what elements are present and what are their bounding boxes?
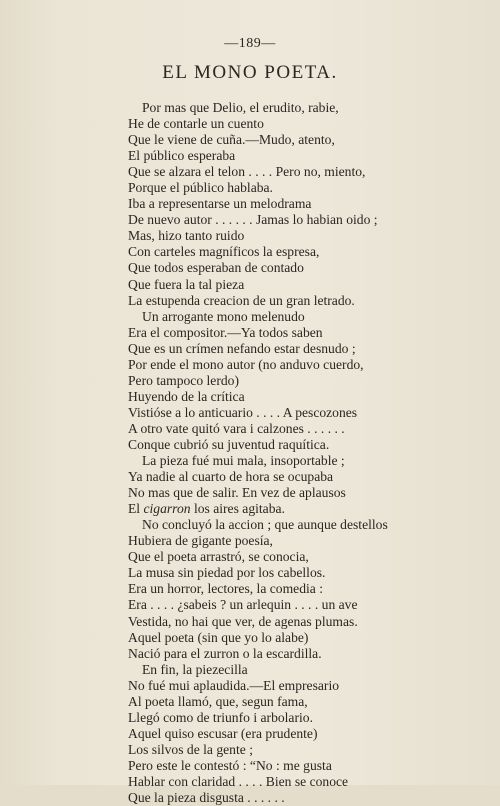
poem-line: Porque el público hablaba. xyxy=(128,180,273,196)
poem-body xyxy=(128,100,488,806)
poem-title: EL MONO POETA. xyxy=(162,62,338,83)
poem-line: A otro vate quitó vara i calzones . . . . . . xyxy=(128,420,345,436)
poem-line: Hubiera de gigante poesía, xyxy=(128,533,273,549)
poem-line: Que se alzara el telon . . . . Pero no, miento, xyxy=(128,164,366,180)
poem-line: Que fuera la tal pieza xyxy=(128,276,245,292)
poem-line: Ya nadie al cuarto de hora se ocupaba xyxy=(128,469,334,485)
poem-line: Que le viene de cuña.—Mudo, atento, xyxy=(128,132,335,148)
poem-line: Por mas que Delio, el erudito, rabie, xyxy=(142,100,339,115)
poem-line: Que el poeta arrastró, se conocia, xyxy=(128,549,309,565)
poem-line: Por ende el mono autor (no anduvo cuerdo, xyxy=(128,356,364,372)
poem-line: Al poeta llamó, que, segun fama, xyxy=(128,693,308,709)
poem-line: Mas, hizo tanto ruido xyxy=(128,228,245,244)
poem-line: No concluyó la accion ; que aunque destellos xyxy=(142,517,388,533)
poem-line: La estupenda creacion de un gran letrado. xyxy=(128,292,355,308)
poem-line: Vistióse a lo anticuario . . . . A pescozones xyxy=(128,404,358,420)
poem-line: Huyendo de la crítica xyxy=(128,388,245,404)
poem-line: Llegó como de triunfo i arbolario. xyxy=(128,709,313,725)
poem-line: Que es un crímen nefando estar desnudo ; xyxy=(128,340,356,356)
poem-line: De nuevo autor . . . . . . Jamas lo habian oido ; xyxy=(128,212,378,228)
poem-line: Que la pieza disgusta . . . . . . xyxy=(128,790,285,806)
poem-line: Los silvos de la gente ; xyxy=(128,741,253,757)
poem-line: Hablar con claridad . . . . Bien se conoce xyxy=(128,773,349,789)
poem-line: El cigarron los aires agitaba. xyxy=(128,501,285,517)
poem-line: La musa sin piedad por los cabellos. xyxy=(128,565,326,581)
poem-line: Aquel quiso escusar (era prudente) xyxy=(128,725,318,741)
poem-line: La pieza fué mui mala, insoportable ; xyxy=(142,453,345,469)
poem-line: Aquel poeta (sin que yo lo alabe) xyxy=(128,629,309,645)
poem-line: En fin, la piezecilla xyxy=(142,661,248,677)
poem-line: No fué mui aplaudida.—El empresario xyxy=(128,677,340,693)
poem-line: Que todos esperaban de contado xyxy=(128,260,304,276)
poem-line: Nació para el zurron o la escardilla. xyxy=(128,645,322,661)
poem-line: El público esperaba xyxy=(128,148,236,164)
poem-line: Vestida, no hai que ver, de agenas plumas. xyxy=(128,613,358,629)
poem-line: Un arrogante mono melenudo xyxy=(142,308,305,324)
poem-line: Era un horror, lectores, la comedia : xyxy=(128,581,323,597)
poem-line: Iba a representarse un melodrama xyxy=(128,196,312,212)
page-number: —189— xyxy=(224,36,276,51)
poem-line: No mas que de salir. En vez de aplausos xyxy=(128,485,346,501)
poem-line: Con carteles magníficos la espresa, xyxy=(128,244,320,260)
poem-line: Conque cubrió su juventud raquítica. xyxy=(128,436,330,452)
poem-line: Pero este le contestó : “No : me gusta xyxy=(128,757,332,773)
poem-line: Era . . . . ¿sabeis ? un arlequin . . . . un ave xyxy=(128,597,358,613)
poem-line: He de contarle un cuento xyxy=(128,116,264,132)
poem-line: Era el compositor.—Ya todos saben xyxy=(128,324,323,340)
poem-line: Pero tampoco lerdo) xyxy=(128,372,239,388)
